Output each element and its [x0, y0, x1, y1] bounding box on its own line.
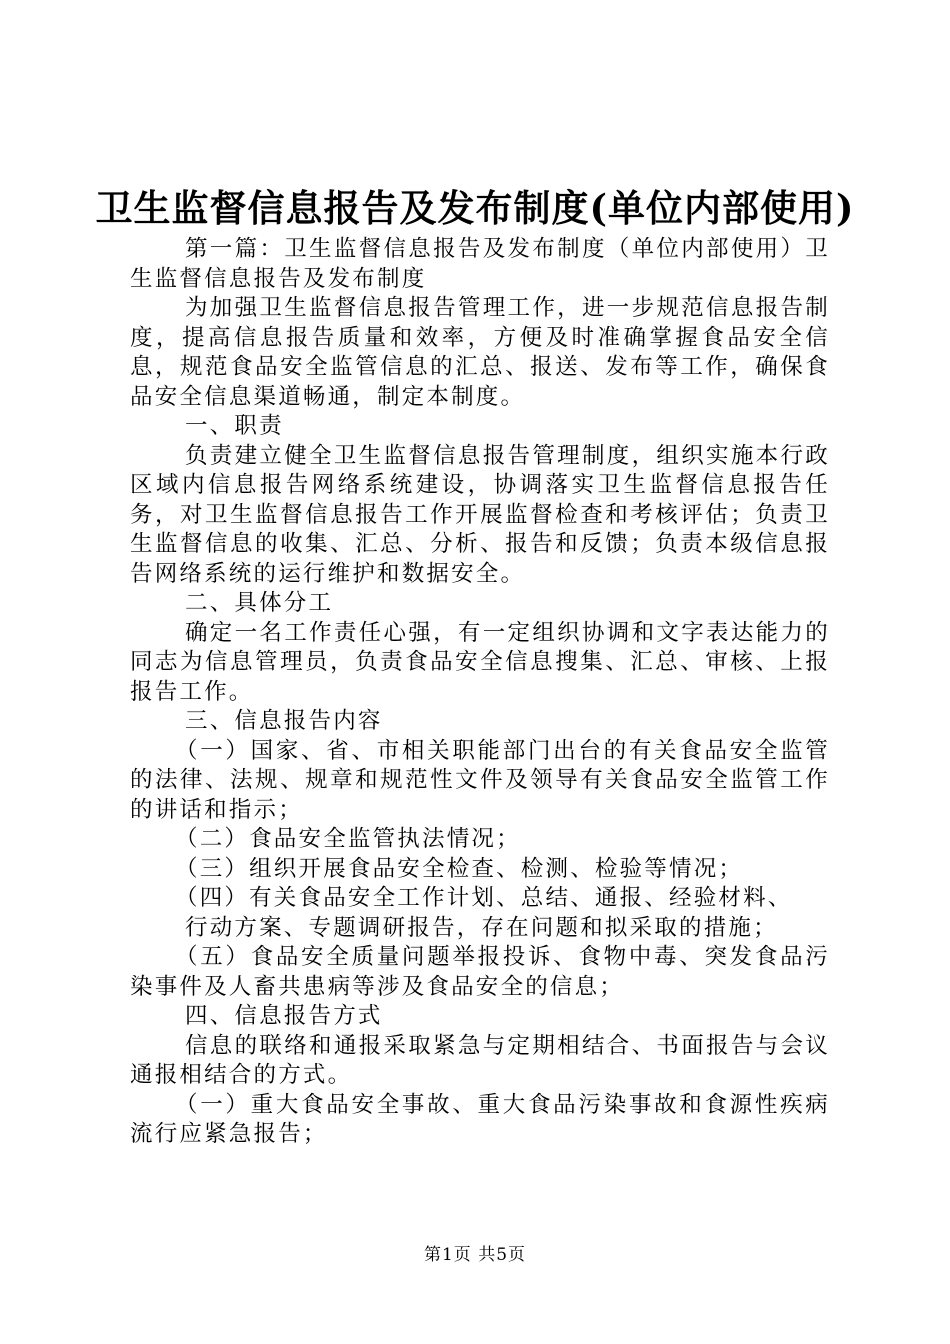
- page-footer: 第1页 共5页: [423, 1245, 527, 1265]
- list-item: （一）国家、省、市相关职能部门出台的有关食品安全监管的法律、法规、规章和规范性文件及领导有关食品安全监管工作的讲话和指示；: [130, 737, 830, 823]
- section-heading: 三、信息报告内容: [185, 708, 383, 734]
- paragraph: 信息的联络和通报采取紧急与定期相结合、书面报告与会议通报相结合的方式。: [130, 1032, 830, 1088]
- list-item: （一）重大食品安全事故、重大食品污染事故和食源性疾病流行应紧急报告；: [130, 1091, 830, 1147]
- paragraph: 为加强卫生监督信息报告管理工作，进一步规范信息报告制度，提高信息报告质量和效率，方便及时准确掌握食品安全信息，规范食品安全监管信息的汇总、报送、发布等工作，确保食品安全信息渠道畅通，制定本制度。: [130, 295, 830, 410]
- section-heading: 二、具体分工: [185, 590, 334, 616]
- document-body: [130, 235, 830, 1150]
- list-item: （三）组织开展食品安全检查、检测、检验等情况；: [175, 855, 744, 882]
- list-item: （二）食品安全监管执法情况；: [175, 826, 521, 852]
- list-item: （五）食品安全质量问题举报投诉、食物中毒、突发食品污染事件及人畜共患病等涉及食品安全的信息；: [130, 944, 830, 1000]
- document-title: 卫生监督信息报告及发布制度(单位内部使用): [95, 186, 855, 230]
- list-item-continuation: 行动方案、专题调研报告，存在问题和拟采取的措施；: [185, 914, 778, 941]
- section-heading: 一、职责: [185, 413, 284, 439]
- list-item: （四）有关食品安全工作计划、总结、通报、经验材料、: [175, 885, 793, 911]
- paragraph: 第一篇：卫生监督信息报告及发布制度（单位内部使用）卫生监督信息报告及发布制度: [130, 236, 830, 292]
- section-heading: 四、信息报告方式: [185, 1003, 383, 1029]
- paragraph: 负责建立健全卫生监督信息报告管理制度，组织实施本行政区域内信息报告网络系统建设，协调落实卫生监督信息报告任务，对卫生监督信息报告工作开展监督检查和考核评估；负责卫生监督信息的收集、汇总、分析、报告和反馈；负责本级信息报告网络系统的运行维护和数据安全。: [130, 442, 830, 587]
- paragraph: 确定一名工作责任心强，有一定组织协调和文字表达能力的同志为信息管理员，负责食品安全信息搜集、汇总、审核、上报报告工作。: [130, 619, 830, 705]
